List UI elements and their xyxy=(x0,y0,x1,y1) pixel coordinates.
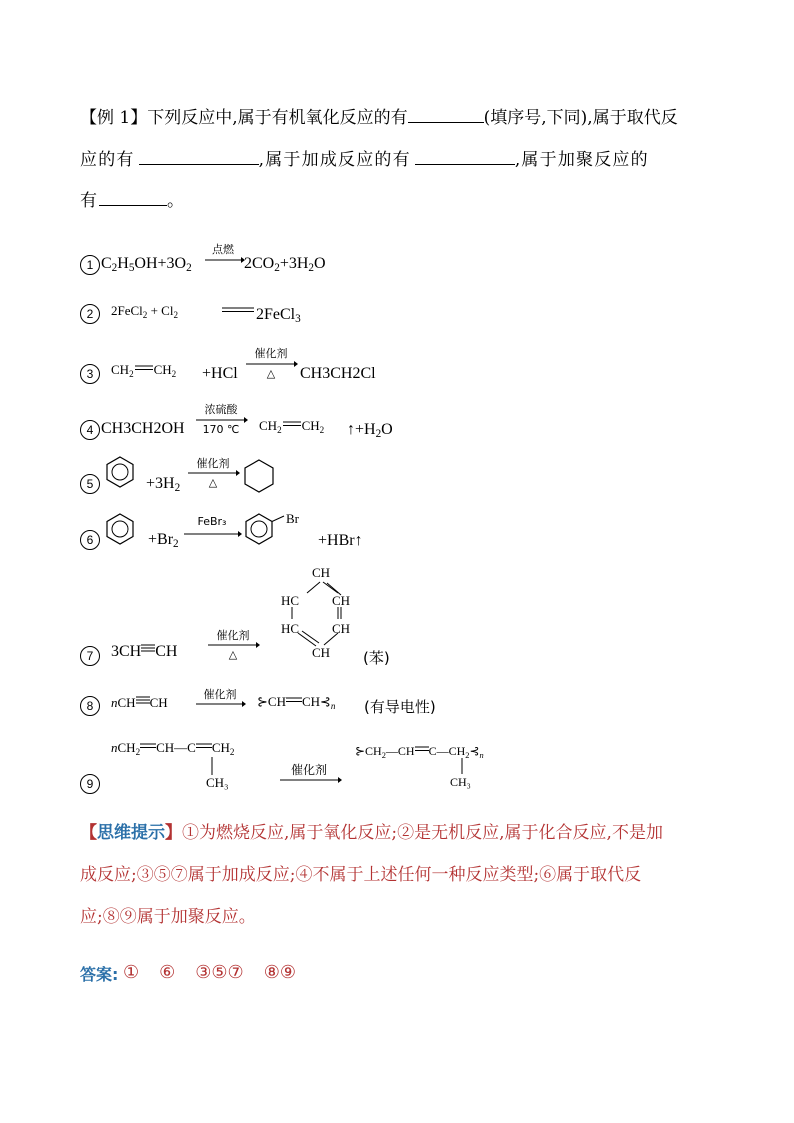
reaction-1-arrow xyxy=(205,256,245,264)
reaction-9-methyl: CH₃ xyxy=(206,775,229,790)
question-line-3: 有 。 xyxy=(80,191,184,211)
reaction-5-reagent: $+3H_2$ xyxy=(146,475,181,494)
reaction-3-reagent: +HCl xyxy=(202,365,238,382)
reaction-number-1: 1 xyxy=(80,255,100,275)
bromobenzene-ring-icon xyxy=(244,512,292,548)
reaction-7-condition-top: 催化剂 xyxy=(216,629,250,642)
reaction-6-hbr: +HBr↑ xyxy=(318,532,363,549)
reaction-4-water: $↑+H_2O$ xyxy=(347,421,393,440)
answer-group: ⑥ xyxy=(159,962,176,983)
ring-ch-bottom: CH xyxy=(312,645,331,660)
reaction-2-reactants: 2FeCl$_2$ + $Cl_2$ xyxy=(111,303,179,320)
example-label: 【例 1】 xyxy=(80,108,148,128)
answer-group: ⑧⑨ xyxy=(263,962,296,983)
reaction-9-monomer: nCH$_2$ CH—C $CH_2$ xyxy=(111,740,235,757)
reaction-number-5: 5 xyxy=(80,474,100,494)
reaction-6-arrow xyxy=(184,530,242,538)
blank-4[interactable] xyxy=(99,190,167,206)
benzene-ring-icon xyxy=(105,512,135,546)
reaction-1-reactants: $C_2H_5OH+3O_2$ xyxy=(101,255,192,274)
reaction-8-note: (有导电性) xyxy=(364,698,436,716)
ring-ch-upper-right: CH xyxy=(332,593,351,608)
benzene-bonds xyxy=(280,575,360,655)
reaction-9-condition-top: 催化剂 xyxy=(290,763,327,777)
reaction-7-acetylene: 3CH CH xyxy=(111,643,178,660)
reaction-number-6: 6 xyxy=(80,530,100,550)
reaction-4-condition-bottom: 170 ℃ xyxy=(202,423,240,436)
reaction-1-products: $2CO_2+3H_2O$ xyxy=(244,255,326,274)
reaction-9-polymer: $⊱CH_2—CH$ $C—CH_2⊰_n$ xyxy=(355,744,484,760)
reaction-6-reagent: $+Br_2$ xyxy=(148,531,179,550)
question-line-2: 应的有 ,属于加成反应的有 ,属于加聚反应的 xyxy=(80,150,649,170)
reaction-4-reactant: CH3CH2OH xyxy=(101,420,185,437)
blank-1[interactable] xyxy=(408,107,484,123)
reaction-1-condition: 点燃 xyxy=(212,243,234,256)
reaction-5-condition-top: 催化剂 xyxy=(196,457,230,470)
reaction-9-polymer-methyl: CH₃ xyxy=(450,775,471,789)
blank-2[interactable] xyxy=(139,149,259,165)
reaction-8-condition-top: 催化剂 xyxy=(203,688,237,701)
answer-group: ③⑤⑦ xyxy=(195,962,244,983)
hint-line-2: 成反应;③⑤⑦属于加成反应;④不属于上述任何一种反应类型;⑥属于取代反 xyxy=(80,865,642,885)
answer-group: ① xyxy=(123,962,140,983)
reaction-number-7: 7 xyxy=(80,646,100,666)
reaction-2-products: 2FeCl$_3$ xyxy=(256,306,301,325)
reaction-8-arrow xyxy=(196,700,246,708)
reaction-5-condition-bottom: △ xyxy=(208,476,218,489)
reaction-3-condition-top: 催化剂 xyxy=(254,347,288,360)
question-line-1: 【例 1】下列反应中,属于有机氧化反应的有 (填序号,下同),属于取代反 xyxy=(80,108,678,128)
reaction-6-product-substituent: Br xyxy=(286,511,299,526)
reaction-8-polymer: ⊱CH $CH⊰_n$ xyxy=(257,694,336,711)
reaction-number-3: 3 xyxy=(80,364,100,384)
ring-ch-lower-right: CH xyxy=(332,621,351,636)
reaction-number-8: 8 xyxy=(80,696,100,716)
hint-line-3: 应;⑧⑨属于加聚反应。 xyxy=(80,907,256,927)
reaction-9-branch-bond xyxy=(210,757,214,775)
reaction-number-4: 4 xyxy=(80,420,100,440)
ring-ch-top: CH xyxy=(312,565,331,580)
answer-label: 答案: xyxy=(80,965,119,984)
hint-heading: 思维提示 xyxy=(97,823,165,843)
blank-3[interactable] xyxy=(415,149,515,165)
benzene-ring-icon xyxy=(105,455,135,489)
reaction-6-condition-top: FeBr₃ xyxy=(197,515,227,528)
reaction-3-ethene: $CH_2$ $CH_2$ xyxy=(111,362,177,379)
reaction-9-polymer-branch-bond xyxy=(460,758,464,774)
ring-hc-lower-left: HC xyxy=(281,621,300,636)
answer-line xyxy=(80,962,118,985)
reaction-7-note: (苯) xyxy=(363,649,390,667)
reaction-number-9: 9 xyxy=(80,774,100,794)
hint-line-1: 【思维提示】①为燃烧反应,属于氧化反应;②是无机反应,属于化合反应,不是加 xyxy=(80,823,663,843)
reaction-3-product: CH3CH2Cl xyxy=(300,365,376,382)
reaction-7-condition-bottom: △ xyxy=(228,648,238,661)
reaction-number-2: 2 xyxy=(80,304,100,324)
reaction-2-equals xyxy=(222,307,256,313)
reaction-9-arrow xyxy=(280,776,342,784)
reaction-4-ethene: $CH_2$ $CH_2$ xyxy=(259,418,325,435)
reaction-8-monomer: nCH CH xyxy=(111,695,168,710)
ring-hc-upper-left: HC xyxy=(281,593,300,608)
cyclohexane-ring-icon xyxy=(243,458,275,494)
answer-values xyxy=(123,962,316,983)
reaction-4-condition-top: 浓硫酸 xyxy=(204,403,238,416)
reaction-3-condition-bottom: △ xyxy=(266,367,276,380)
